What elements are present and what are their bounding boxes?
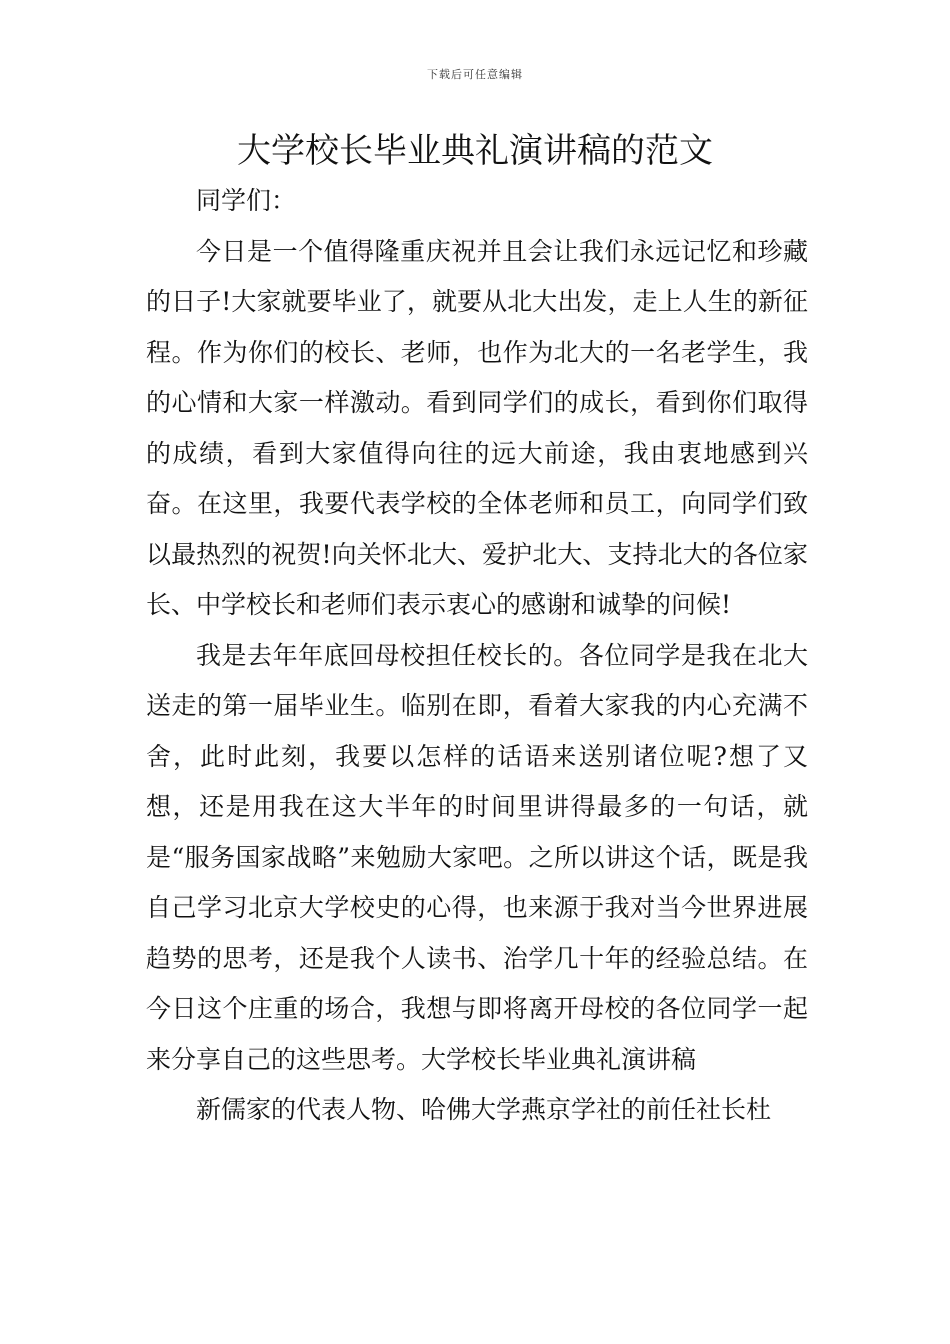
paragraph-1: 今日是一个值得隆重庆祝并且会让我们永远记忆和珍藏的日子!大家就要毕业了，就要从北大出发，走上人生的新征程。作为你们的校长、老师，也作为北大的一名老学生，我的心情和大家一样激动。看到同学们的成长，看到你们取得的成绩，看到大家值得向往的远大前途，我由衷地感到兴奋。在这里，我要代表学校的全体老师和员工，向同学们致以最热烈的祝贺!向关怀北大、爱护北大、支持北大的各位家长、中学校长和老师们表示衷心的感谢和诚挚的问候! bbox=[146, 236, 808, 619]
greeting: 同学们： bbox=[196, 186, 297, 215]
paragraph-3: 新儒家的代表人物、哈佛大学燕京学社的前任社长杜 bbox=[196, 1095, 772, 1124]
paragraph-2: 我是去年年底回母校担任校长的。各位同学是我在北大送走的第一届毕业生。临别在即，看着大家我的内心充满不舍，此时此刻，我要以怎样的话语来送别诸位呢?想了又想，还是用我在这大半年的时间里讲得最多的一句话，就是“服务国家战略”来勉励大家吧。之所以讲这个话，既是我自己学习北京大学校史的心得，也来源于我对当今世界进展趋势的思考，还是我个人读书、治学几十年的经验总结。在今日这个庄重的场合，我想与即将离开母校的各位同学一起来分享自己的这些思考。大学校长毕业典礼演讲稿 bbox=[146, 640, 808, 1074]
document-body bbox=[146, 176, 808, 1136]
document-title: 大学校长毕业典礼演讲稿的范文 bbox=[237, 131, 713, 171]
page-header-note: 下载后可任意编辑 bbox=[427, 68, 523, 81]
